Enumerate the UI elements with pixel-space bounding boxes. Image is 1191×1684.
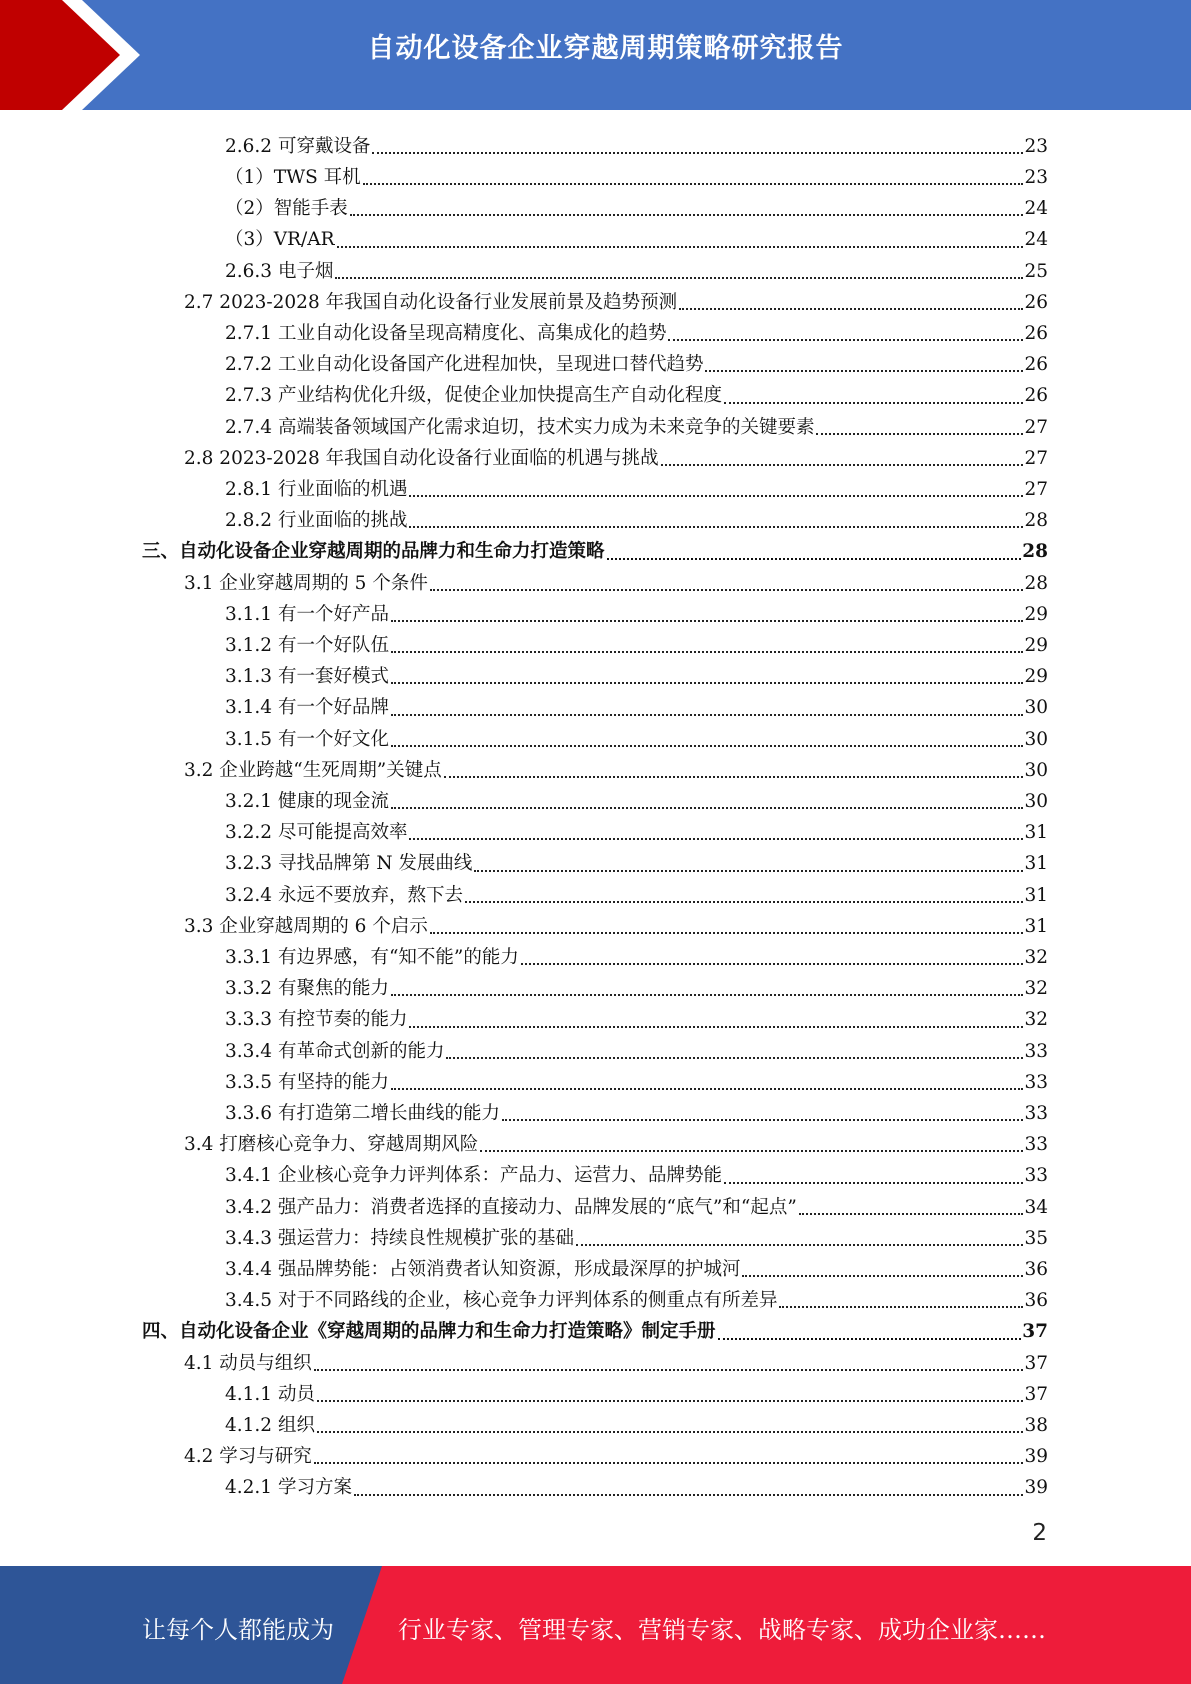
toc-leader-dots xyxy=(314,1369,1024,1371)
toc-entry-page: 37 xyxy=(1022,1321,1048,1343)
toc-entry-label: 4.2.1 学习方案 xyxy=(225,1477,352,1499)
toc-leader-dots xyxy=(724,402,1023,404)
toc-leader-dots xyxy=(391,714,1023,716)
toc-leader-dots xyxy=(446,1057,1023,1059)
toc-entry[interactable] xyxy=(225,845,1048,876)
toc-entry-label: 4.1.1 动员 xyxy=(225,1383,315,1405)
page-footer xyxy=(0,1566,1191,1684)
toc-entry[interactable] xyxy=(225,969,1048,1000)
toc-entry-label: 3.3.5 有坚持的能力 xyxy=(225,1071,389,1093)
toc-entry[interactable] xyxy=(225,470,1048,501)
toc-leader-dots xyxy=(661,464,1024,466)
toc-entry-label: 3.3 企业穿越周期的 6 个启示 xyxy=(184,915,428,937)
footer-roles: 行业专家、管理专家、营销专家、战略专家、成功企业家…… xyxy=(398,1616,1046,1644)
page-number: 2 xyxy=(1032,1520,1047,1546)
toc-entry[interactable] xyxy=(225,252,1048,283)
toc-entry[interactable] xyxy=(225,876,1048,907)
toc-entry-page: 28 xyxy=(1024,572,1048,594)
toc-entry-page: 29 xyxy=(1024,666,1048,688)
toc-leader-dots xyxy=(314,1462,1024,1464)
report-title: 自动化设备企业穿越周期策略研究报告 xyxy=(367,33,844,64)
toc-entry-label: 3.1.1 有一个好产品 xyxy=(225,603,389,625)
toc-entry-label: 2.7 2023-2028 年我国自动化设备行业发展前景及趋势预测 xyxy=(184,291,678,313)
toc-entry[interactable] xyxy=(225,314,1048,345)
toc-entry[interactable] xyxy=(225,720,1048,751)
toc-entry-label: 3.3.4 有革命式创新的能力 xyxy=(225,1040,445,1062)
toc-leader-dots xyxy=(465,901,1023,903)
toc-entry-page: 33 xyxy=(1024,1040,1048,1062)
toc-entry-label: 2.8.1 行业面临的机遇 xyxy=(225,479,408,500)
toc-entry-label: 3.3.3 有控节奏的能力 xyxy=(225,1009,408,1031)
toc-entry-page: 27 xyxy=(1024,479,1048,500)
toc-entry[interactable] xyxy=(225,345,1048,376)
toc-entry[interactable] xyxy=(225,1188,1048,1219)
toc-entry-page: 35 xyxy=(1024,1227,1048,1249)
toc-leader-dots xyxy=(391,1088,1023,1090)
toc-entry-label: 3.1 企业穿越周期的 5 个条件 xyxy=(184,572,428,594)
toc-entry-label: 2.7.2 工业自动化设备国产化进程加快，呈现进口替代趋势 xyxy=(225,354,704,376)
toc-entry-label: 3.2.4 永远不要放弃，熬下去 xyxy=(225,884,463,906)
toc-entry-label: （3）VR/AR xyxy=(225,229,335,251)
toc-entry[interactable] xyxy=(142,1313,1048,1344)
toc-leader-dots xyxy=(409,526,1023,528)
toc-leader-dots xyxy=(576,1244,1023,1246)
toc-entry[interactable] xyxy=(142,533,1048,564)
toc-leader-dots xyxy=(742,1275,1023,1277)
toc-entry[interactable] xyxy=(184,439,1048,470)
toc-entry-page: 29 xyxy=(1024,603,1048,625)
toc-entry[interactable] xyxy=(225,595,1048,626)
toc-leader-dots xyxy=(679,308,1023,310)
toc-entry[interactable] xyxy=(225,1406,1048,1437)
toc-entry-label: 3.4.1 企业核心竞争力评判体系：产品力、运营力、品牌势能 xyxy=(225,1165,722,1187)
toc-entry[interactable] xyxy=(225,813,1048,844)
toc-entry-page: 30 xyxy=(1024,759,1048,781)
toc-entry-label: 4.1 动员与组织 xyxy=(184,1352,312,1374)
toc-leader-dots xyxy=(430,932,1024,934)
toc-entry-label: 2.7.3 产业结构优化升级，促使企业加快提高生产自动化程度 xyxy=(225,385,722,407)
toc-entry-label: 2.7.4 高端装备领域国产化需求迫切，技术实力成为未来竞争的关键要素 xyxy=(225,416,815,438)
toc-entry-page: 30 xyxy=(1024,791,1048,812)
toc-entry-label: 3.3.2 有聚焦的能力 xyxy=(225,978,389,1000)
toc-entry[interactable] xyxy=(184,283,1048,314)
toc-entry[interactable] xyxy=(225,1001,1048,1032)
toc-entry[interactable] xyxy=(225,1157,1048,1188)
toc-leader-dots xyxy=(799,1213,1024,1215)
toc-entry-page: 31 xyxy=(1024,884,1048,906)
toc-leader-dots xyxy=(705,370,1023,372)
toc-entry-label: 2.8 2023-2028 年我国自动化设备行业面临的机遇与挑战 xyxy=(184,447,659,469)
toc-leader-dots xyxy=(391,994,1023,996)
toc-entry-label: 2.7.1 工业自动化设备呈现高精度化、高集成化的趋势 xyxy=(225,323,667,344)
toc-leader-dots xyxy=(391,807,1023,809)
toc-entry-page: 29 xyxy=(1024,635,1048,656)
toc-entry[interactable] xyxy=(225,938,1048,969)
toc-entry-page: 31 xyxy=(1024,822,1048,844)
toc-leader-dots xyxy=(444,776,1024,778)
toc-entry-page: 36 xyxy=(1024,1259,1048,1280)
toc-entry-page: 28 xyxy=(1022,541,1048,563)
toc-entry-page: 27 xyxy=(1024,416,1048,438)
toc-leader-dots xyxy=(391,651,1023,653)
toc-entry-page: 32 xyxy=(1024,978,1048,1000)
toc-entry-label: （1）TWS 耳机 xyxy=(225,167,361,188)
toc-entry[interactable] xyxy=(225,1375,1048,1406)
toc-entry-label: 3.4.3 强运营力：持续良性规模扩张的基础 xyxy=(225,1227,574,1249)
toc-leader-dots xyxy=(363,183,1024,185)
toc-entry[interactable] xyxy=(225,158,1048,189)
toc-entry-label: 3.3.6 有打造第二增长曲线的能力 xyxy=(225,1103,500,1124)
toc-entry-page: 33 xyxy=(1024,1134,1048,1156)
toc-entry-label: 2.6.2 可穿戴设备 xyxy=(225,135,371,157)
toc-leader-dots xyxy=(409,495,1023,497)
toc-entry-page: 23 xyxy=(1024,167,1048,188)
toc-entry-label: 3.1.3 有一套好模式 xyxy=(225,666,389,688)
toc-entry-page: 32 xyxy=(1024,947,1048,968)
toc-entry-label: 3.4 打磨核心竞争力、穿越周期风险 xyxy=(184,1134,479,1156)
toc-entry-label: 3.2 企业跨越“生死周期”关键点 xyxy=(184,759,442,781)
toc-leader-dots xyxy=(521,963,1024,965)
toc-entry[interactable] xyxy=(225,1032,1048,1063)
toc-entry-label: 3.2.1 健康的现金流 xyxy=(225,791,389,812)
toc-leader-dots xyxy=(668,339,1023,341)
toc-entry[interactable] xyxy=(184,1344,1048,1375)
toc-leader-dots xyxy=(718,1338,1022,1340)
toc-leader-dots xyxy=(779,1306,1023,1308)
toc-entry[interactable] xyxy=(225,689,1048,720)
toc-entry[interactable] xyxy=(184,1437,1048,1468)
toc-entry-label: 3.4.2 强产品力：消费者选择的直接动力、品牌发展的“底气”和“起点” xyxy=(225,1196,797,1218)
toc-entry-page: 23 xyxy=(1024,135,1048,157)
toc-entry[interactable] xyxy=(225,408,1048,439)
toc-entry-page: 26 xyxy=(1024,291,1048,313)
toc-leader-dots xyxy=(502,1119,1023,1121)
toc-entry-label: 3.1.4 有一个好品牌 xyxy=(225,697,389,719)
toc-entry-page: 38 xyxy=(1024,1415,1048,1436)
toc-entry-page: 30 xyxy=(1024,697,1048,719)
toc-leader-dots xyxy=(724,1182,1023,1184)
toc-leader-dots xyxy=(350,214,1024,216)
toc-entry-page: 31 xyxy=(1024,853,1048,875)
toc-entry-label: 三、自动化设备企业穿越周期的品牌力和生命力打造策略 xyxy=(142,541,605,563)
toc-entry[interactable] xyxy=(184,907,1048,938)
toc-entry-label: （2）智能手表 xyxy=(225,198,348,220)
toc-entry-page: 30 xyxy=(1024,728,1048,750)
toc-entry[interactable] xyxy=(225,1469,1048,1500)
toc-entry-page: 39 xyxy=(1024,1446,1048,1468)
page-header xyxy=(0,0,1191,110)
toc-entry-page: 36 xyxy=(1024,1290,1048,1312)
toc-entry[interactable] xyxy=(225,1219,1048,1250)
toc-entry-page: 24 xyxy=(1024,229,1048,251)
toc-leader-dots xyxy=(391,745,1023,747)
toc-entry-label: 四、自动化设备企业《穿越周期的品牌力和生命力打造策略》制定手册 xyxy=(142,1321,716,1343)
toc-entry-page: 34 xyxy=(1024,1196,1048,1218)
toc-entry-label: 3.3.1 有边界感，有“知不能”的能力 xyxy=(225,947,519,968)
toc-entry-label: 3.4.5 对于不同路线的企业，核心竞争力评判体系的侧重点有所差异 xyxy=(225,1290,778,1312)
toc-entry[interactable] xyxy=(225,127,1048,158)
toc-entry[interactable] xyxy=(225,1250,1048,1281)
toc-entry-page: 37 xyxy=(1024,1383,1048,1405)
toc-entry[interactable] xyxy=(225,189,1048,220)
toc-entry-page: 26 xyxy=(1024,323,1048,344)
toc-entry-page: 31 xyxy=(1024,915,1048,937)
toc-leader-dots xyxy=(480,1150,1023,1152)
toc-entry-label: 4.1.2 组织 xyxy=(225,1415,315,1436)
toc-entry-page: 24 xyxy=(1024,198,1048,220)
toc-entry-page: 25 xyxy=(1024,260,1048,282)
toc-entry[interactable] xyxy=(225,1094,1048,1125)
toc-entry-page: 27 xyxy=(1024,447,1048,469)
toc-leader-dots xyxy=(354,1494,1024,1496)
toc-entry-page: 33 xyxy=(1024,1165,1048,1187)
toc-entry-label: 3.4.4 强品牌势能：占领消费者认知资源，形成最深厚的护城河 xyxy=(225,1259,741,1280)
toc-entry-label: 3.1.2 有一个好队伍 xyxy=(225,635,389,656)
toc-leader-dots xyxy=(391,620,1023,622)
toc-leader-dots xyxy=(337,246,1024,248)
footer-slogan: 让每个人都能成为 xyxy=(142,1616,334,1644)
toc-leader-dots xyxy=(816,433,1023,435)
toc-leader-dots xyxy=(409,838,1023,840)
toc-leader-dots xyxy=(474,870,1023,872)
toc-leader-dots xyxy=(391,682,1023,684)
toc-entry[interactable] xyxy=(225,1281,1048,1312)
toc-entry-page: 37 xyxy=(1024,1352,1048,1374)
toc-entry-label: 3.2.2 尽可能提高效率 xyxy=(225,822,408,844)
toc-entry-page: 26 xyxy=(1024,385,1048,407)
toc-leader-dots xyxy=(409,1026,1023,1028)
toc-entry-page: 28 xyxy=(1024,510,1048,532)
toc-leader-dots xyxy=(317,1400,1024,1402)
toc-entry-label: 3.1.5 有一个好文化 xyxy=(225,728,389,750)
toc-entry[interactable] xyxy=(184,564,1048,595)
toc-entry-label: 3.2.3 寻找品牌第 N 发展曲线 xyxy=(225,853,473,875)
toc-entry[interactable] xyxy=(225,626,1048,657)
toc-entry[interactable] xyxy=(225,657,1048,688)
toc-entry-page: 33 xyxy=(1024,1103,1048,1124)
toc-entry[interactable] xyxy=(225,501,1048,532)
toc-entry-label: 2.8.2 行业面临的挑战 xyxy=(225,510,408,532)
toc-leader-dots xyxy=(317,1431,1024,1433)
toc-entry-page: 26 xyxy=(1024,354,1048,376)
toc-entry-label: 2.6.3 电子烟 xyxy=(225,260,334,282)
toc-entry[interactable] xyxy=(184,751,1048,782)
toc-leader-dots xyxy=(335,277,1023,279)
toc-entry[interactable] xyxy=(225,1063,1048,1094)
toc-entry[interactable] xyxy=(225,782,1048,813)
toc-entry[interactable] xyxy=(225,377,1048,408)
toc-entry-page: 39 xyxy=(1024,1477,1048,1499)
toc-entry-page: 33 xyxy=(1024,1071,1048,1093)
toc-entry-page: 32 xyxy=(1024,1009,1048,1031)
toc-leader-dots xyxy=(430,589,1024,591)
toc-entry-label: 4.2 学习与研究 xyxy=(184,1446,312,1468)
toc-entry[interactable] xyxy=(225,221,1048,252)
toc-entry[interactable] xyxy=(184,1125,1048,1156)
toc-leader-dots xyxy=(372,152,1023,154)
toc-leader-dots xyxy=(607,558,1022,560)
